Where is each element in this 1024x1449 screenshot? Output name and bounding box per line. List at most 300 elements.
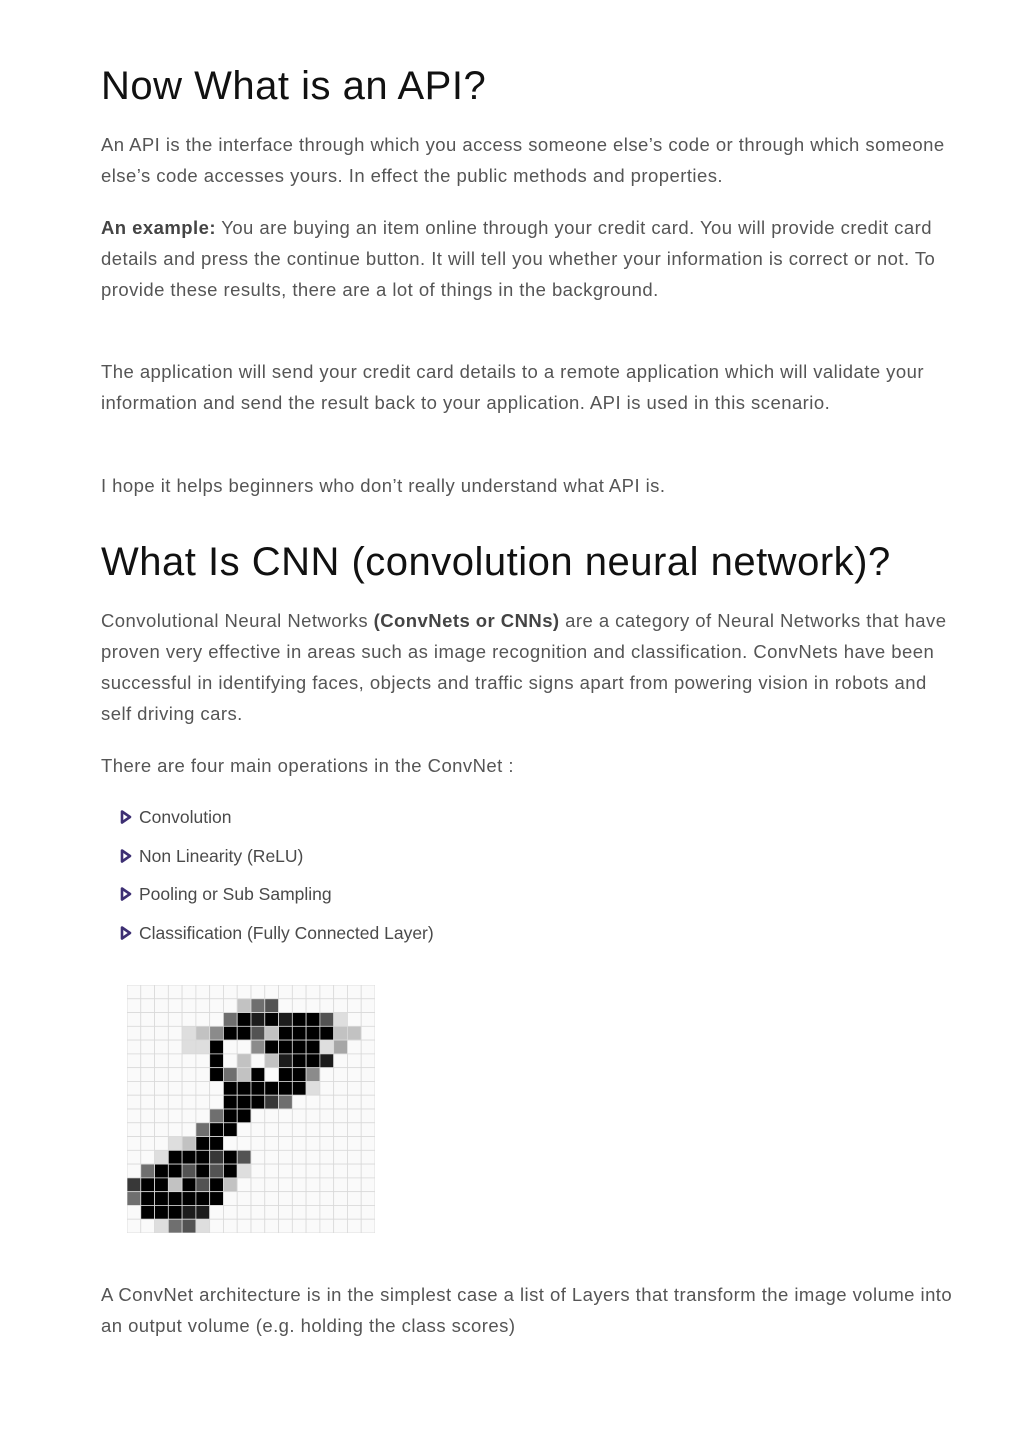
pixel-cell xyxy=(141,1192,155,1206)
pixel-cell xyxy=(196,1205,210,1219)
pixel-cell xyxy=(127,1040,141,1054)
pixel-cell xyxy=(210,1137,224,1151)
pixel-cell xyxy=(196,1150,210,1164)
pixel-cell xyxy=(292,1219,306,1233)
pixel-cell xyxy=(237,1178,251,1192)
pixel-cell xyxy=(306,1109,320,1123)
pixel-cell xyxy=(168,1109,182,1123)
pixel-cell xyxy=(155,985,169,999)
pixel-cell xyxy=(141,1164,155,1178)
pixel-cell xyxy=(347,1081,361,1095)
pixel-cell xyxy=(306,1013,320,1027)
pixel-cell xyxy=(168,1081,182,1095)
cnn-intro-paragraph xyxy=(101,605,961,729)
pixel-cell xyxy=(168,985,182,999)
pixel-cell xyxy=(223,1109,237,1123)
pixel-cell xyxy=(361,1054,375,1068)
pixel-cell xyxy=(320,1026,334,1040)
pixel-cell xyxy=(127,1013,141,1027)
pixel-cell xyxy=(182,1026,196,1040)
pixel-cell xyxy=(196,1192,210,1206)
pixel-cell xyxy=(141,1123,155,1137)
pixel-cell xyxy=(306,999,320,1013)
pixel-cell xyxy=(361,1178,375,1192)
pixel-cell xyxy=(279,1178,293,1192)
pixel-cell xyxy=(141,1205,155,1219)
pixel-cell xyxy=(334,1164,348,1178)
pixel-cell xyxy=(279,1013,293,1027)
pixel-cell xyxy=(320,1205,334,1219)
pixel-cell xyxy=(182,1137,196,1151)
pixel-cell xyxy=(265,1178,279,1192)
pixel-cell xyxy=(292,1054,306,1068)
pixel-cell xyxy=(127,1164,141,1178)
pixel-cell xyxy=(265,1013,279,1027)
pixel-cell xyxy=(334,1026,348,1040)
pixel-cell xyxy=(347,1205,361,1219)
pixel-cell xyxy=(334,1095,348,1109)
pixel-cell xyxy=(347,1040,361,1054)
pixel-cell xyxy=(292,1137,306,1151)
digit-pixel-grid xyxy=(127,985,375,1233)
pixel-cell xyxy=(127,1205,141,1219)
api-definition-paragraph: An API is the interface through which you access someone else’s code or through which someone else’s code accesses yours. In effect the public methods and properties. xyxy=(101,134,945,186)
pixel-cell xyxy=(334,999,348,1013)
pixel-cell xyxy=(279,1054,293,1068)
pixel-cell xyxy=(361,1205,375,1219)
pixel-cell xyxy=(292,1205,306,1219)
pixel-cell xyxy=(320,1178,334,1192)
pixel-cell xyxy=(168,1192,182,1206)
pixel-cell xyxy=(182,1205,196,1219)
pixel-cell xyxy=(334,1054,348,1068)
pixel-cell xyxy=(320,1095,334,1109)
pixel-cell xyxy=(155,1164,169,1178)
pixel-cell xyxy=(361,1109,375,1123)
pixel-cell xyxy=(347,1219,361,1233)
pixel-cell xyxy=(182,1219,196,1233)
pixel-cell xyxy=(347,1178,361,1192)
pixel-cell xyxy=(347,1164,361,1178)
pixel-cell xyxy=(251,1081,265,1095)
pixel-cell xyxy=(155,1054,169,1068)
pixel-cell xyxy=(265,1219,279,1233)
pixel-cell xyxy=(196,1164,210,1178)
pixel-cell xyxy=(279,1219,293,1233)
pixel-cell xyxy=(155,1123,169,1137)
pixel-cell xyxy=(265,1192,279,1206)
triangle-bullet-icon xyxy=(120,926,132,940)
triangle-bullet-icon xyxy=(120,810,132,824)
pixel-cell xyxy=(223,1137,237,1151)
pixel-cell xyxy=(306,1026,320,1040)
pixel-cell xyxy=(306,985,320,999)
pixel-cell xyxy=(223,1192,237,1206)
pixel-cell xyxy=(223,1219,237,1233)
pixel-cell xyxy=(223,1164,237,1178)
pixel-cell xyxy=(237,1137,251,1151)
pixel-cell xyxy=(196,1081,210,1095)
cnn-operations-intro: There are four main operations in the ConvNet : xyxy=(101,755,514,776)
pixel-cell xyxy=(210,1054,224,1068)
pixel-cell xyxy=(279,1137,293,1151)
pixel-cell xyxy=(196,985,210,999)
pixel-cell xyxy=(265,1081,279,1095)
pixel-cell xyxy=(127,1219,141,1233)
pixel-cell xyxy=(251,1054,265,1068)
pixel-cell xyxy=(155,1095,169,1109)
operation-label: Convolution xyxy=(139,807,232,827)
pixel-cell xyxy=(279,985,293,999)
pixel-cell xyxy=(237,1109,251,1123)
pixel-cell xyxy=(182,1013,196,1027)
pixel-cell xyxy=(265,1164,279,1178)
pixel-cell xyxy=(361,999,375,1013)
pixel-cell xyxy=(306,1178,320,1192)
pixel-cell xyxy=(155,1192,169,1206)
pixel-cell xyxy=(155,1026,169,1040)
pixel-cell xyxy=(265,1109,279,1123)
pixel-cell xyxy=(210,999,224,1013)
cnn-intro-rest: are a category of Neural Networks that have proven very effective in areas such as image recognition and classification. ConvNets have been successful in identifying faces, objects and traffic signs apart from powering vision in robots and self driving cars. xyxy=(101,610,947,724)
pixel-cell xyxy=(251,1013,265,1027)
pixel-cell xyxy=(168,1013,182,1027)
api-scenario-paragraph: The application will send your credit card details to a remote application which will validate your information and send the result back to your application. API is used in this scenario. xyxy=(101,361,924,413)
pixel-cell xyxy=(141,1137,155,1151)
pixel-cell xyxy=(237,1081,251,1095)
pixel-cell xyxy=(141,1219,155,1233)
pixel-cell xyxy=(306,1040,320,1054)
pixel-cell xyxy=(306,1068,320,1082)
pixel-cell xyxy=(155,1068,169,1082)
pixel-cell xyxy=(347,985,361,999)
pixel-cell xyxy=(182,1150,196,1164)
pixel-cell xyxy=(320,1081,334,1095)
pixel-cell xyxy=(223,1026,237,1040)
pixel-cell xyxy=(361,985,375,999)
pixel-cell xyxy=(210,1178,224,1192)
pixel-cell xyxy=(292,999,306,1013)
pixel-cell xyxy=(334,985,348,999)
pixel-cell xyxy=(251,1150,265,1164)
pixel-cell xyxy=(141,1150,155,1164)
pixel-cell xyxy=(127,1109,141,1123)
pixel-cell xyxy=(210,1150,224,1164)
triangle-bullet-icon xyxy=(120,887,132,901)
pixel-cell xyxy=(334,1178,348,1192)
pixel-cell xyxy=(306,1205,320,1219)
pixel-cell xyxy=(182,1192,196,1206)
pixel-cell xyxy=(141,1026,155,1040)
pixel-cell xyxy=(237,1054,251,1068)
pixel-cell xyxy=(347,999,361,1013)
pixel-cell xyxy=(210,1068,224,1082)
pixel-cell xyxy=(127,1192,141,1206)
pixel-cell xyxy=(265,1123,279,1137)
pixel-cell xyxy=(127,1026,141,1040)
pixel-cell xyxy=(334,1205,348,1219)
pixel-cell xyxy=(196,1137,210,1151)
pixel-cell xyxy=(251,1205,265,1219)
pixel-cell xyxy=(141,1081,155,1095)
pixel-cell xyxy=(265,1205,279,1219)
cnn-intro-bold: (ConvNets or CNNs) xyxy=(373,610,560,631)
pixel-cell xyxy=(168,1178,182,1192)
pixel-cell xyxy=(168,1150,182,1164)
pixel-cell xyxy=(127,985,141,999)
pixel-cell xyxy=(347,1026,361,1040)
pixel-cell xyxy=(265,1095,279,1109)
pixel-cell xyxy=(347,1109,361,1123)
pixel-cell xyxy=(334,1013,348,1027)
pixel-cell xyxy=(155,999,169,1013)
pixel-cell xyxy=(237,1192,251,1206)
pixel-cell xyxy=(347,1013,361,1027)
pixel-cell xyxy=(168,1123,182,1137)
pixel-cell xyxy=(223,985,237,999)
pixel-cell xyxy=(347,1150,361,1164)
pixel-cell xyxy=(141,1109,155,1123)
list-item xyxy=(101,882,701,921)
pixel-cell xyxy=(347,1137,361,1151)
pixel-cell xyxy=(265,1150,279,1164)
operation-label: Classification (Fully Connected Layer) xyxy=(139,923,434,944)
cnn-heading: What Is CNN (convolution neural network)? xyxy=(101,540,891,584)
pixel-cell xyxy=(155,1150,169,1164)
pixel-cell xyxy=(292,1081,306,1095)
pixel-cell xyxy=(155,1205,169,1219)
pixel-cell xyxy=(182,1040,196,1054)
pixel-cell xyxy=(320,1150,334,1164)
list-item xyxy=(101,921,701,960)
pixel-cell xyxy=(279,1123,293,1137)
pixel-cell xyxy=(265,985,279,999)
pixel-cell xyxy=(168,1068,182,1082)
pixel-cell xyxy=(251,1068,265,1082)
api-heading: Now What is an API? xyxy=(101,64,487,108)
pixel-cell xyxy=(237,1123,251,1137)
pixel-cell xyxy=(251,1192,265,1206)
pixel-cell xyxy=(168,1219,182,1233)
pixel-cell xyxy=(237,1068,251,1082)
pixel-cell xyxy=(292,1026,306,1040)
pixel-cell xyxy=(237,1205,251,1219)
pixel-cell xyxy=(306,1095,320,1109)
pixel-cell xyxy=(155,1081,169,1095)
pixel-cell xyxy=(168,1095,182,1109)
pixel-cell xyxy=(292,1192,306,1206)
pixel-cell xyxy=(334,1109,348,1123)
pixel-cell xyxy=(320,999,334,1013)
pixel-cell xyxy=(361,1150,375,1164)
pixel-cell xyxy=(182,1178,196,1192)
pixel-cell xyxy=(155,1013,169,1027)
operation-label: Pooling or Sub Sampling xyxy=(139,884,332,905)
pixel-cell xyxy=(265,999,279,1013)
pixel-cell xyxy=(141,985,155,999)
pixel-cell xyxy=(279,1081,293,1095)
pixel-cell xyxy=(182,1068,196,1082)
pixel-cell xyxy=(320,1068,334,1082)
pixel-cell xyxy=(196,1068,210,1082)
pixel-cell xyxy=(237,1040,251,1054)
pixel-cell xyxy=(237,1219,251,1233)
example-label: An example: xyxy=(101,217,216,238)
pixel-cell xyxy=(265,1068,279,1082)
pixel-cell xyxy=(306,1137,320,1151)
pixel-cell xyxy=(279,1109,293,1123)
pixel-cell xyxy=(182,1081,196,1095)
pixel-cell xyxy=(334,1192,348,1206)
pixel-cell xyxy=(196,1013,210,1027)
pixel-cell xyxy=(182,1164,196,1178)
pixel-cell xyxy=(196,1054,210,1068)
pixel-cell xyxy=(210,1192,224,1206)
pixel-cell xyxy=(265,1026,279,1040)
pixel-cell xyxy=(237,985,251,999)
pixel-cell xyxy=(168,1137,182,1151)
pixel-cell xyxy=(292,1040,306,1054)
pixel-cell xyxy=(237,1150,251,1164)
api-closing-paragraph: I hope it helps beginners who don’t really understand what API is. xyxy=(101,475,666,496)
pixel-cell xyxy=(361,1040,375,1054)
pixel-cell xyxy=(320,1013,334,1027)
pixel-cell xyxy=(320,1040,334,1054)
pixel-cell xyxy=(306,1164,320,1178)
pixel-cell xyxy=(237,999,251,1013)
pixel-cell xyxy=(155,1178,169,1192)
pixel-cell xyxy=(320,1137,334,1151)
pixel-cell xyxy=(347,1068,361,1082)
pixel-cell xyxy=(347,1192,361,1206)
pixel-cell xyxy=(292,1095,306,1109)
pixel-cell xyxy=(306,1150,320,1164)
pixel-cell xyxy=(361,1095,375,1109)
pixel-cell xyxy=(334,1040,348,1054)
pixel-cell xyxy=(251,1178,265,1192)
pixel-cell xyxy=(210,985,224,999)
operations-list xyxy=(101,805,701,960)
pixel-cell xyxy=(265,1040,279,1054)
pixel-cell xyxy=(182,1095,196,1109)
pixel-cell xyxy=(196,999,210,1013)
pixel-cell xyxy=(292,985,306,999)
pixel-cell xyxy=(127,1095,141,1109)
pixel-cell xyxy=(223,1081,237,1095)
pixel-cell xyxy=(182,1054,196,1068)
pixel-cell xyxy=(237,1164,251,1178)
pixel-cell xyxy=(210,1164,224,1178)
pixel-cell xyxy=(265,1054,279,1068)
pixel-cell xyxy=(155,1109,169,1123)
pixel-cell xyxy=(334,1123,348,1137)
pixel-cell xyxy=(196,1026,210,1040)
pixel-cell xyxy=(361,1081,375,1095)
example-text: You are buying an item online through your credit card. You will provide credit card details and press the continue button. It will tell you whether your information is correct or not. To provide these results, there are a lot of things in the background. xyxy=(101,217,936,300)
pixel-cell xyxy=(347,1123,361,1137)
pixel-cell xyxy=(237,1026,251,1040)
pixel-cell xyxy=(210,1095,224,1109)
pixel-cell xyxy=(334,1068,348,1082)
pixel-cell xyxy=(361,1013,375,1027)
pixel-cell xyxy=(127,1123,141,1137)
pixel-cell xyxy=(334,1137,348,1151)
pixel-cell xyxy=(141,999,155,1013)
pixel-cell xyxy=(168,1164,182,1178)
pixel-cell xyxy=(279,1026,293,1040)
pixel-cell xyxy=(251,1040,265,1054)
pixel-cell xyxy=(292,1123,306,1137)
list-item xyxy=(101,805,701,844)
pixel-cell xyxy=(223,1095,237,1109)
pixel-cell xyxy=(168,1205,182,1219)
pixel-cell xyxy=(320,1123,334,1137)
pixel-cell xyxy=(127,1150,141,1164)
pixel-cell xyxy=(361,1026,375,1040)
pixel-cell xyxy=(196,1040,210,1054)
pixel-cell xyxy=(279,1150,293,1164)
pixel-cell xyxy=(361,1164,375,1178)
pixel-cell xyxy=(251,1137,265,1151)
list-item xyxy=(101,844,701,883)
pixel-cell xyxy=(320,1164,334,1178)
pixel-cell xyxy=(320,985,334,999)
pixel-cell xyxy=(292,1178,306,1192)
pixel-cell xyxy=(306,1219,320,1233)
pixel-cell xyxy=(127,1137,141,1151)
pixel-cell xyxy=(237,1013,251,1027)
pixel-cell xyxy=(223,1013,237,1027)
pixel-cell xyxy=(223,1068,237,1082)
pixel-cell xyxy=(279,1040,293,1054)
pixel-cell xyxy=(210,1013,224,1027)
pixel-cell xyxy=(306,1123,320,1137)
pixel-cell xyxy=(168,1054,182,1068)
pixel-cell xyxy=(223,1178,237,1192)
pixel-cell xyxy=(223,1040,237,1054)
pixel-cell xyxy=(320,1054,334,1068)
pixel-cell xyxy=(210,1040,224,1054)
pixel-cell xyxy=(251,1164,265,1178)
pixel-cell xyxy=(141,1054,155,1068)
pixel-cell xyxy=(196,1095,210,1109)
pixel-cell xyxy=(196,1178,210,1192)
pixel-cell xyxy=(279,999,293,1013)
pixel-cell xyxy=(279,1095,293,1109)
pixel-cell xyxy=(306,1192,320,1206)
pixel-cell xyxy=(127,1068,141,1082)
pixel-cell xyxy=(168,999,182,1013)
pixel-cell xyxy=(279,1205,293,1219)
pixel-cell xyxy=(320,1192,334,1206)
pixel-cell xyxy=(141,1095,155,1109)
pixel-cell xyxy=(168,1040,182,1054)
pixel-cell xyxy=(196,1123,210,1137)
pixel-cell xyxy=(251,1123,265,1137)
pixel-cell xyxy=(127,1178,141,1192)
pixel-cell xyxy=(306,1054,320,1068)
pixel-cell xyxy=(210,1123,224,1137)
pixel-cell xyxy=(182,1109,196,1123)
pixel-cell xyxy=(320,1109,334,1123)
triangle-bullet-icon xyxy=(120,849,132,863)
pixel-cell xyxy=(223,999,237,1013)
pixel-cell xyxy=(292,1109,306,1123)
pixel-cell xyxy=(182,999,196,1013)
pixel-cell xyxy=(196,1109,210,1123)
pixel-cell xyxy=(210,1219,224,1233)
pixel-cell xyxy=(141,1068,155,1082)
